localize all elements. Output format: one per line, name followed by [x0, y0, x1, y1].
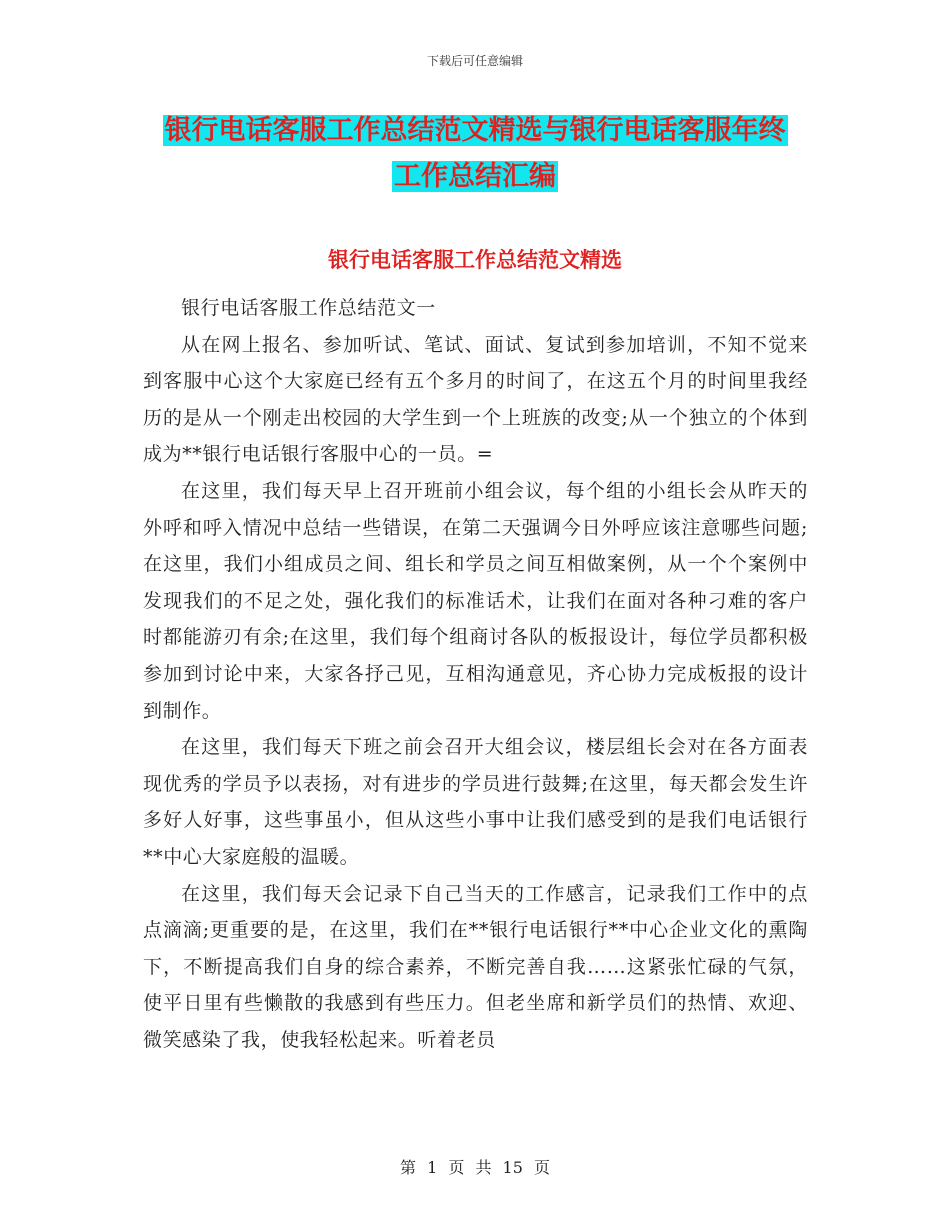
page-footer: 第 1 页 共 15 页 [400, 1158, 550, 1177]
paragraph: 在这里，我们每天下班之前会召开大组会议，楼层组长会对在各方面表现优秀的学员予以表扬，对有进步的学员进行鼓舞;在这里，每天都会发生许多好人好事，这些事虽小，但从这些小事中让我们感受到的是我们电话银行**中心大家庭般的温暖。 [143, 736, 808, 868]
page-header-note: 下载后可任意编辑 [426, 54, 523, 68]
subheading: 银行电话客服工作总结范文一 [181, 297, 436, 319]
document-title-line2: 工作总结汇编 [394, 161, 556, 192]
section-title: 银行电话客服工作总结范文精选 [328, 248, 622, 272]
document-title [130, 108, 820, 200]
paragraph: 在这里，我们每天会记录下自己当天的工作感言，记录我们工作中的点点滴滴;更重要的是，在这里，我们在**银行电话银行**中心企业文化的熏陶下，不断提高我们自身的综合素养，不断完善自我……这紧张忙碌的气氛，使平日里有些懒散的我感到有些压力。但老坐席和新学员们的热情、欢迎、微笑感染了我，使我轻松起来。听着老员 [143, 882, 808, 1051]
document-title-line1: 银行电话客服工作总结范文精选与银行电话客服年终 [164, 115, 786, 146]
document-body [143, 290, 808, 1058]
paragraph: 在这里，我们每天早上召开班前小组会议，每个组的小组长会从昨天的外呼和呼入情况中总结一些错误，在第二天强调今日外呼应该注意哪些问题;在这里，我们小组成员之间、组长和学员之间互相做案例，从一个个案例中发现我们的不足之处，强化我们的标准话术，让我们在面对各种刁难的客户时都能游刃有余;在这里，我们每个组商讨各队的板报设计，每位学员都积极参加到讨论中来，大家各抒己见，互相沟通意见，齐心协力完成板报的设计到制作。 [143, 479, 808, 722]
paragraph: 从在网上报名、参加听试、笔试、面试、复试到参加培训，不知不觉来到客服中心这个大家庭已经有五个多月的时间了，在这五个月的时间里我经历的是从一个刚走出校园的大学生到一个上班族的改变;从一个独立的个体到成为**银行电话银行客服中心的一员。= [143, 333, 808, 466]
